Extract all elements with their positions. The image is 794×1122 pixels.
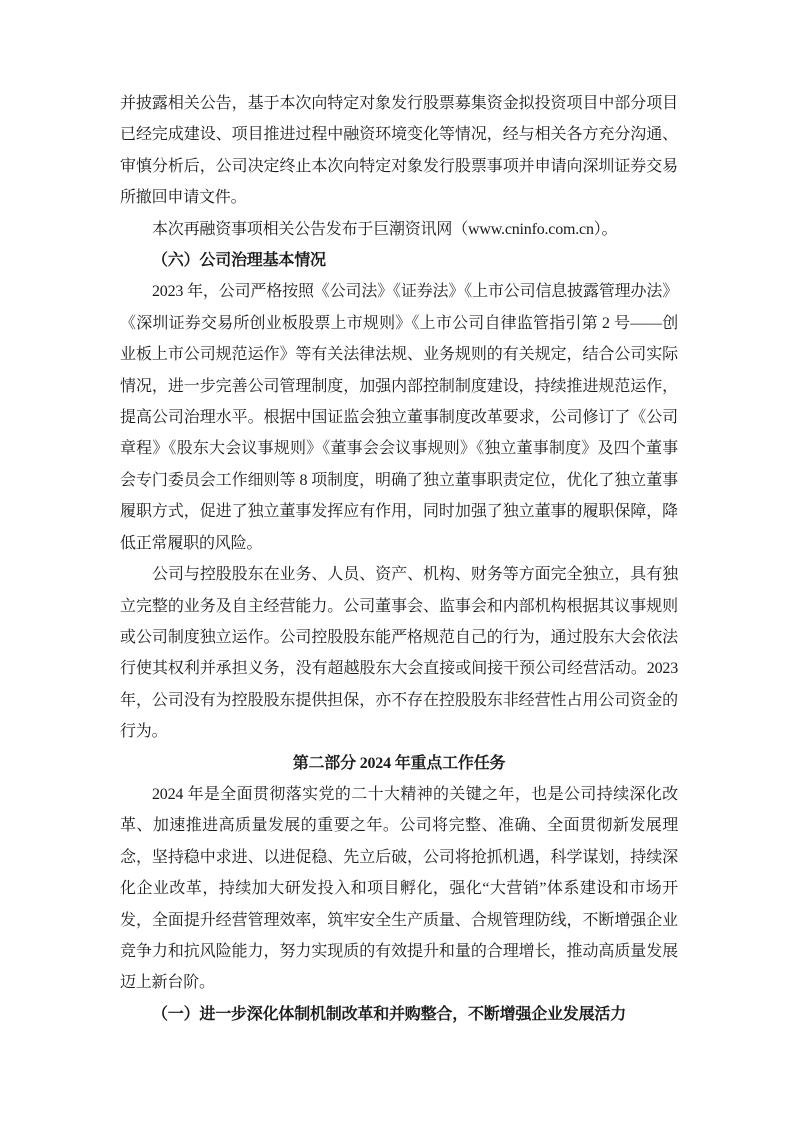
heading-corporate-governance: （六）公司治理基本情况 bbox=[152, 252, 326, 270]
paragraph-refinancing-announcement: 本次再融资事项相关公告发布于巨潮资讯网（www.cninfo.com.cn）。 bbox=[152, 220, 618, 238]
section-heading-part2-2024-key-tasks: 第二部分 2024 年重点工作任务 bbox=[292, 754, 506, 772]
paragraph-governance-2023: 2023 年，公司严格按照《公司法》《证券法》《上市公司信息披露管理办法》《深圳证券交易所创业板股票上市规则》《上市公司自律监管指引第 2 号——创业板上市公司规范运作》等有关法律法规、业务规则的有关规定，结合公司实际情况，进一步完善公司管理制度，加强内部控制制度建设，持续推进规范运作，提高公司治理水平。根据中国证监会独立董事制度改革要求，公司修订了《公司章程》《股东大会议事规则》《董事会会议事规则》《独立董事制度》及四个董事会专门委员会工作细则等 8 项制度，明确了独立董事职责定位，优化了独立董事履职方式，促进了独立董事发挥应有作用，同时加强了独立董事的履职保障，降低正常履职的风险。 bbox=[120, 283, 678, 552]
paragraph-independence-from-controlling-shareholder: 公司与控股股东在业务、人员、资产、机构、财务等方面完全独立，具有独立完整的业务及自主经营能力。公司董事会、监事会和内部机构根据其议事规则或公司制度独立运作。公司控股股东能严格规范自己的行为，通过股东大会依法行使其权利并承担义务，没有超越股东大会直接或间接干预公司经营活动。2023 年，公司没有为控股股东提供担保，亦不存在控股股东非经营性占用公司资金的行为。 bbox=[120, 566, 678, 741]
paragraph-termination-of-share-issuance: 并披露相关公告，基于本次向特定对象发行股票募集资金拟投资项目中部分项目已经完成建设、项目推进过程中融资环境变化等情况，经与相关各方充分沟通、审慎分析后，公司决定终止本次向特定对象发行股票事项并申请向深圳证券交易所撤回申请文件。 bbox=[120, 95, 678, 207]
paragraph-2024-outlook: 2024 年是全面贯彻落实党的二十大精神的关键之年，也是公司持续深化改革、加速推进高质量发展的重要之年。公司将完整、准确、全面贯彻新发展理念，坚持稳中求进、以进促稳、先立后破，公司将抢抓机遇，科学谋划，持续深化企业改革，持续加大研发投入和项目孵化，强化“大营销”体系建设和市场开发，全面提升经营管理效率，筑牢安全生产质量、合规管理防线，不断增强企业竞争力和抗风险能力，努力实现质的有效提升和量的合理增长，推动高质量发展迈上新台阶。 bbox=[120, 785, 678, 992]
heading-reform-and-merger-integration: （一）进一步深化体制机制改革和并购整合，不断增强企业发展活力 bbox=[152, 1005, 627, 1023]
